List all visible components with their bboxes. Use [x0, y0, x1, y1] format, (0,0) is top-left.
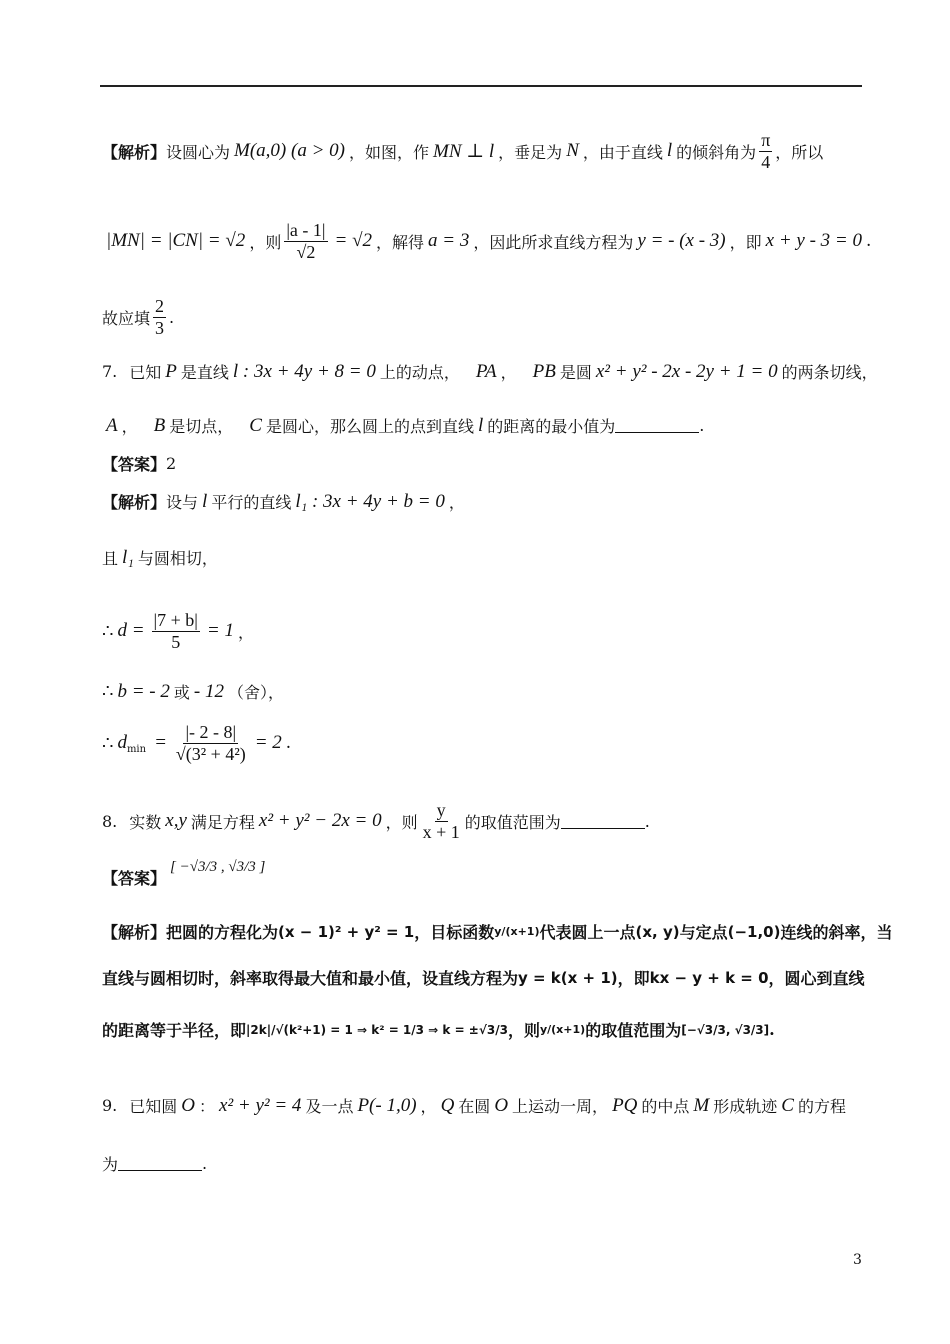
text-span: x + 1 [422, 821, 460, 842]
text-span: PQ [612, 1094, 638, 1116]
text-span: |MN| = |CN| = √2 [106, 230, 246, 252]
text-span: y/(x+1) [494, 925, 540, 938]
text-span: 上运动一周， [512, 1097, 609, 1116]
text-span: l [666, 140, 673, 162]
text-span: 是圆 [559, 363, 592, 382]
fraction [759, 130, 772, 172]
text-span: ： [199, 1097, 216, 1116]
text-span: 的距离的最小值为 [487, 417, 616, 436]
text-span: ，所以 [775, 142, 824, 162]
text-span: = √2 [334, 230, 373, 252]
text-span: = 2 . [254, 732, 292, 754]
text-span: . [699, 416, 705, 435]
text-span: M [693, 1094, 710, 1116]
answer-blank [615, 418, 699, 433]
text-span: 与圆相切， [137, 549, 218, 568]
text-span: 4 [761, 151, 771, 172]
solution-7-line-2 [102, 546, 218, 569]
text-span: 设与 [166, 493, 199, 512]
question-7-line-2 [102, 414, 704, 437]
text-span: ，由于直线 [582, 142, 663, 162]
text-span: 代表圆上一点 [539, 923, 636, 942]
question-9-line-1 [102, 1094, 846, 1117]
text-span: ∴ [102, 681, 114, 702]
text-span: d [117, 732, 127, 754]
text-span: 的倾斜角为 [676, 142, 757, 162]
fraction [174, 722, 248, 764]
text-span: kx − y + k = 0 [649, 968, 769, 987]
text-span: P(- 1,0) [357, 1094, 417, 1116]
text-span: Q [440, 1094, 455, 1116]
answer-fill-line [102, 296, 174, 338]
text-span: ∴ [102, 732, 114, 754]
text-span: b = - 2 [117, 680, 170, 702]
text-span: √(3² + 4²) [175, 743, 246, 764]
page-number: 3 [853, 1252, 862, 1268]
text-span: 3 [155, 317, 165, 338]
text-span: 的距离等于半径，即 [102, 1021, 247, 1040]
text-span: . [769, 1020, 775, 1039]
text-span: ， [121, 417, 138, 436]
fraction [421, 800, 462, 842]
text-span: A [106, 414, 118, 436]
text-span: a = 3 [428, 230, 470, 252]
text-span: (−1,0) [727, 922, 781, 941]
text-span: 的两条切线， [781, 363, 878, 382]
text-span: 【答案】 [102, 869, 167, 888]
solution-7-b-value [102, 680, 284, 703]
solution-7-dmin: ∴ d min = $\frac{|- 2 - 8|}{\text{√(3² + 4²)}}$ = 2 . [102, 722, 292, 764]
solution-line-2 [102, 220, 876, 262]
text-span: N [566, 140, 579, 162]
text-span: ，则 [507, 1021, 540, 1040]
text-span: 的中点 [641, 1097, 690, 1116]
text-span: ∴ [102, 620, 114, 642]
question-8 [102, 800, 650, 842]
text-span: 满足方程 [190, 812, 255, 832]
fraction [153, 296, 166, 338]
text-span: O [181, 1094, 196, 1116]
text-span: π [761, 130, 771, 150]
text-span: ，即 [729, 232, 762, 252]
text-span: 的取值范围为 [464, 812, 561, 832]
text-span: 7. [102, 362, 118, 381]
text-span: PA [475, 360, 497, 382]
text-span: min [126, 743, 147, 755]
solution-8-line-1 [102, 920, 892, 943]
text-span: x,y [165, 810, 187, 832]
question-9-line-2 [102, 1152, 207, 1175]
text-span: ，则 [249, 232, 282, 252]
text-span: ， [500, 363, 517, 382]
text-span: 2 [155, 296, 165, 316]
text-span: 与定点 [679, 923, 728, 942]
text-span: ， [420, 1097, 437, 1116]
text-span: M(a,0) (a > 0) [234, 140, 345, 162]
text-span: l₁ [122, 546, 134, 568]
text-span: 且 [102, 549, 119, 568]
text-span: 【解析】 [102, 923, 167, 942]
text-span: ，圆心到直线 [768, 969, 865, 988]
text-span: |- 2 - 8| [185, 722, 237, 742]
text-span: . [202, 1154, 208, 1173]
text-span: d = [117, 620, 145, 642]
text-span: ， [237, 622, 254, 642]
text-span: 或 [173, 683, 190, 702]
text-span: - 12 [193, 680, 224, 702]
text-span: 直线与圆相切时，斜率取得最大值和最小值，设直线方程为 [102, 969, 519, 988]
text-span: |a - 1| [286, 220, 326, 240]
text-span: l [202, 490, 208, 512]
text-span: ，因此所求直线方程为 [473, 232, 634, 252]
text-span: 及一点 [305, 1097, 354, 1116]
text-span: 在圆 [458, 1097, 491, 1116]
text-span: 【解析】 [102, 142, 167, 162]
text-span: 形成轨迹 [713, 1097, 778, 1116]
text-span: |2k|/√(k²+1) = 1 ⇒ k² = 1/3 ⇒ k = ±√3/3 [246, 1022, 508, 1037]
text-span: 平行的直线 [211, 493, 292, 512]
text-span: 连线的斜率，当 [780, 923, 893, 942]
text-span: (x − 1)² + y² = 1 [278, 922, 415, 941]
text-span: MN ⊥ l [433, 140, 495, 162]
text-span: . [169, 307, 175, 327]
text-span: 8. [102, 811, 118, 831]
answer-blank [118, 1156, 202, 1171]
text-span: 故应填 [102, 308, 151, 328]
text-span: 5 [171, 631, 181, 652]
text-span: (x, y) [635, 922, 680, 941]
solution-7-distance [102, 610, 254, 652]
text-span: y = k(x + 1) [518, 968, 618, 987]
fraction [152, 610, 200, 652]
text-span: 实数 [129, 812, 162, 832]
text-span: l [477, 414, 484, 436]
solution-line-1 [102, 130, 823, 172]
text-span: ，解得 [376, 232, 425, 252]
text-span: ，即 [617, 969, 650, 988]
text-span: x² + y² - 2x - 2y + 1 = 0 [595, 360, 778, 382]
text-span: x + y - 3 = 0 . [765, 230, 872, 252]
text-span: |7 + b| [153, 610, 198, 630]
text-span: ，垂足为 [498, 142, 563, 162]
text-span: . [644, 811, 650, 831]
text-span: （舍）， [227, 683, 284, 702]
text-span: ， [448, 493, 465, 512]
text-span: ，则 [385, 812, 418, 832]
text-span: √2 [296, 241, 316, 262]
text-span: [ −√3/3 , √3/3 ] [170, 859, 266, 875]
text-span: 已知圆 [129, 1097, 178, 1116]
solution-8-line-3 [102, 1018, 775, 1041]
text-span: 是圆心，那么圆上的点到直线 [265, 417, 474, 436]
text-span: 是直线 [180, 363, 229, 382]
text-span: 设圆心为 [166, 142, 231, 162]
text-span: 【答案】 [102, 455, 167, 474]
text-span: C [781, 1094, 794, 1116]
text-span: O [494, 1094, 509, 1116]
text-span: y/(x+1) [539, 1023, 586, 1036]
text-span: 把圆的方程化为 [166, 923, 279, 942]
answer-7 [102, 452, 176, 475]
text-span: ，目标函数 [414, 923, 495, 942]
text-span: l : 3x + 4y + 8 = 0 [232, 360, 376, 382]
fraction [284, 220, 327, 262]
text-span: C [249, 414, 262, 436]
solution-8-line-2 [102, 966, 865, 989]
text-span: 9. [102, 1096, 118, 1115]
text-span: l₁ : 3x + 4y + b = 0 [295, 490, 445, 512]
text-span: [−√3/3, √3/3] [681, 1022, 770, 1037]
text-span: 已知 [129, 363, 162, 382]
text-span: B [153, 414, 166, 436]
text-span: 是切点， [169, 417, 234, 436]
text-span: x² + y² = 4 [219, 1094, 302, 1116]
text-span: 的取值范围为 [585, 1021, 682, 1040]
text-span: y [436, 800, 446, 820]
header-rule [100, 85, 862, 87]
text-span: 的方程 [797, 1097, 846, 1116]
text-span: x² + y² − 2x = 0 [258, 810, 382, 832]
text-span: = 1 [206, 620, 234, 642]
text-span: ，如图，作 [349, 142, 430, 162]
text-span: 2 [166, 454, 177, 473]
text-span: y = - (x - 3) [637, 230, 726, 252]
text-span: 为 [102, 1155, 119, 1174]
answer-8 [102, 859, 269, 889]
solution-7-line-1 [102, 490, 465, 513]
text-span: 上的动点， [379, 363, 460, 382]
answer-blank [561, 814, 645, 829]
text-span: PB [532, 360, 556, 382]
text-span: P [165, 360, 177, 382]
text-span: 【解析】 [102, 493, 167, 512]
question-7-line-1 [102, 360, 878, 383]
